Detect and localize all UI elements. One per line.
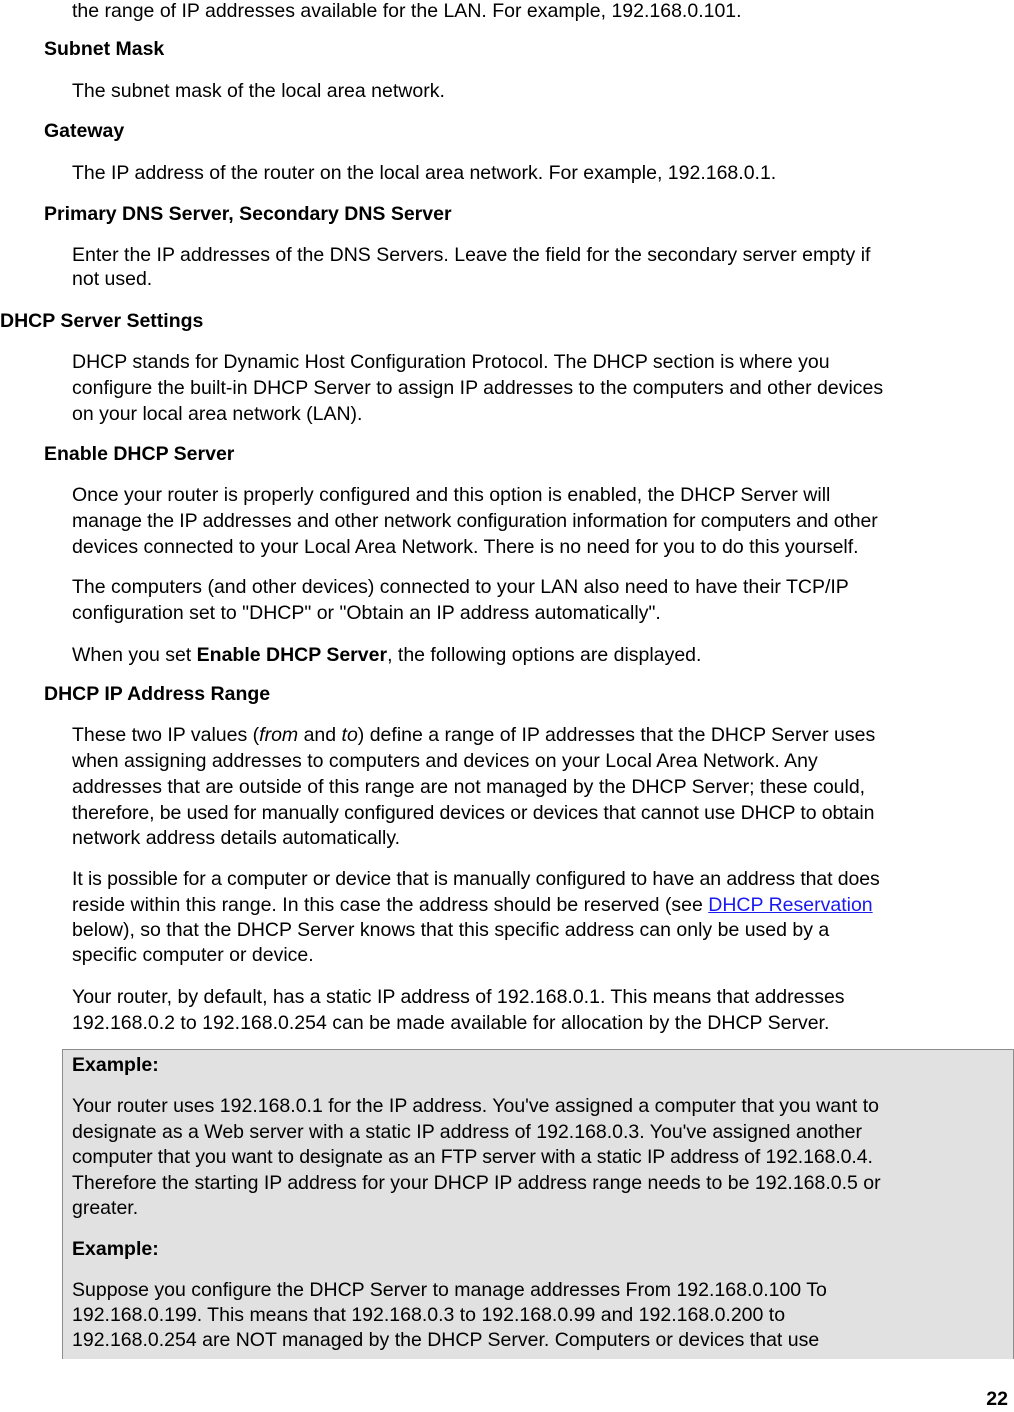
heading-enable-dhcp-server: Enable DHCP Server <box>44 443 235 465</box>
range-p1-part-a: These two IP values ( <box>72 724 260 746</box>
range-p1-part-b: and <box>298 724 342 746</box>
heading-dns-servers: Primary DNS Server, Secondary DNS Server <box>44 203 452 225</box>
page-number: 22 <box>986 1388 1008 1410</box>
heading-dhcp-ip-address-range: DHCP IP Address Range <box>44 683 271 705</box>
enable-p3-before: When you set <box>72 644 197 666</box>
paragraph-range-p1-line-2: when assigning addresses to computers and devices on your Local Area Network. Any <box>72 750 818 772</box>
paragraph-dhcp-line-2: configure the built-in DHCP Server to assign IP addresses to the computers and other devices <box>72 377 884 399</box>
paragraph-enable-p3 <box>72 642 1008 668</box>
paragraph-range-p3-line-1: Your router, by default, has a static IP address of 192.168.0.1. This means that addresses <box>72 986 845 1008</box>
enable-p3-bold: Enable DHCP Server <box>196 644 388 666</box>
enable-p3-after: , the following options are displayed. <box>387 644 702 666</box>
example-1-line-1: Your router uses 192.168.0.1 for the IP address. You've assigned a computer that you want to <box>72 1095 880 1117</box>
heading-subnet-mask: Subnet Mask <box>44 38 165 60</box>
example-2-line-2: 192.168.0.199. This means that 192.168.0.3 to 192.168.0.99 and 192.168.0.200 to <box>72 1304 786 1326</box>
example-1-line-3: computer that you want to designate as an FTP server with a static IP address of 192.168.0.4. <box>72 1146 873 1168</box>
range-p2-line-2-text: reside within this range. In this case the address should be reserved (see <box>72 894 709 916</box>
paragraph-range-p2-line-3: below), so that the DHCP Server knows that this specific address can only be used by a <box>72 919 830 941</box>
example-2-line-1: Suppose you configure the DHCP Server to manage addresses From 192.168.0.100 To <box>72 1279 827 1301</box>
heading-gateway: Gateway <box>44 120 125 142</box>
paragraph-top-continuation: the range of IP addresses available for the LAN. For example, 192.168.0.101. <box>72 0 742 22</box>
paragraph-dhcp-line-3: on your local area network (LAN). <box>72 403 363 425</box>
example-1-line-4: Therefore the starting IP address for your DHCP IP address range needs to be 192.168.0.5 or <box>72 1172 881 1194</box>
paragraph-enable-p2-line-2: configuration set to "DHCP" or "Obtain an IP address automatically". <box>72 602 661 624</box>
example-2-line-3: 192.168.0.254 are NOT managed by the DHCP Server. Computers or devices that use <box>72 1329 820 1351</box>
paragraph-range-p2-line-1: It is possible for a computer or device that is manually configured to have an address that does <box>72 868 880 890</box>
paragraph-gateway: The IP address of the router on the local area network. For example, 192.168.0.1. <box>72 162 777 184</box>
paragraph-range-p1-line-5: network address details automatically. <box>72 827 401 849</box>
paragraph-dns-line-1: Enter the IP addresses of the DNS Servers. Leave the field for the secondary server empty if <box>72 244 871 266</box>
paragraph-enable-p1-line-1: Once your router is properly configured and this option is enabled, the DHCP Server will <box>72 484 831 506</box>
example-box <box>62 1049 1014 1359</box>
range-p1-from: from <box>259 724 299 746</box>
dhcp-reservation-link[interactable]: DHCP Reservation <box>708 894 873 916</box>
heading-dhcp-server-settings: DHCP Server Settings <box>0 310 204 332</box>
example-label-1: Example: <box>72 1054 159 1076</box>
paragraph-range-p1-line-1 <box>72 722 1008 748</box>
example-1-line-5: greater. <box>72 1197 139 1219</box>
paragraph-dhcp-line-1: DHCP stands for Dynamic Host Configuration Protocol. The DHCP section is where you <box>72 351 830 373</box>
paragraph-range-p1-line-4: therefore, be used for manually configured devices or devices that cannot use DHCP to obtain <box>72 802 875 824</box>
paragraph-range-p2-line-4: specific computer or device. <box>72 944 314 966</box>
paragraph-range-p2-line-2 <box>72 892 1008 918</box>
paragraph-subnet-mask: The subnet mask of the local area network. <box>72 80 445 102</box>
paragraph-enable-p1-line-3: devices connected to your Local Area Network. There is no need for you to do this yourself. <box>72 536 859 558</box>
paragraph-range-p3-line-2: 192.168.0.2 to 192.168.0.254 can be made available for allocation by the DHCP Server. <box>72 1012 830 1034</box>
paragraph-dns-line-2: not used. <box>72 268 153 290</box>
range-p1-to: to <box>341 724 358 746</box>
paragraph-enable-p2-line-1: The computers (and other devices) connected to your LAN also need to have their TCP/IP <box>72 576 849 598</box>
paragraph-range-p1-line-3: addresses that are outside of this range are not managed by the DHCP Server; these could, <box>72 776 866 798</box>
paragraph-enable-p1-line-2: manage the IP addresses and other network configuration information for computers and other <box>72 510 878 532</box>
range-p1-part-c: ) define a range of IP addresses that the DHCP Server uses <box>357 724 876 746</box>
example-1-line-2: designate as a Web server with a static IP address of 192.168.0.3. You've assigned another <box>72 1121 863 1143</box>
example-label-2: Example: <box>72 1238 159 1260</box>
